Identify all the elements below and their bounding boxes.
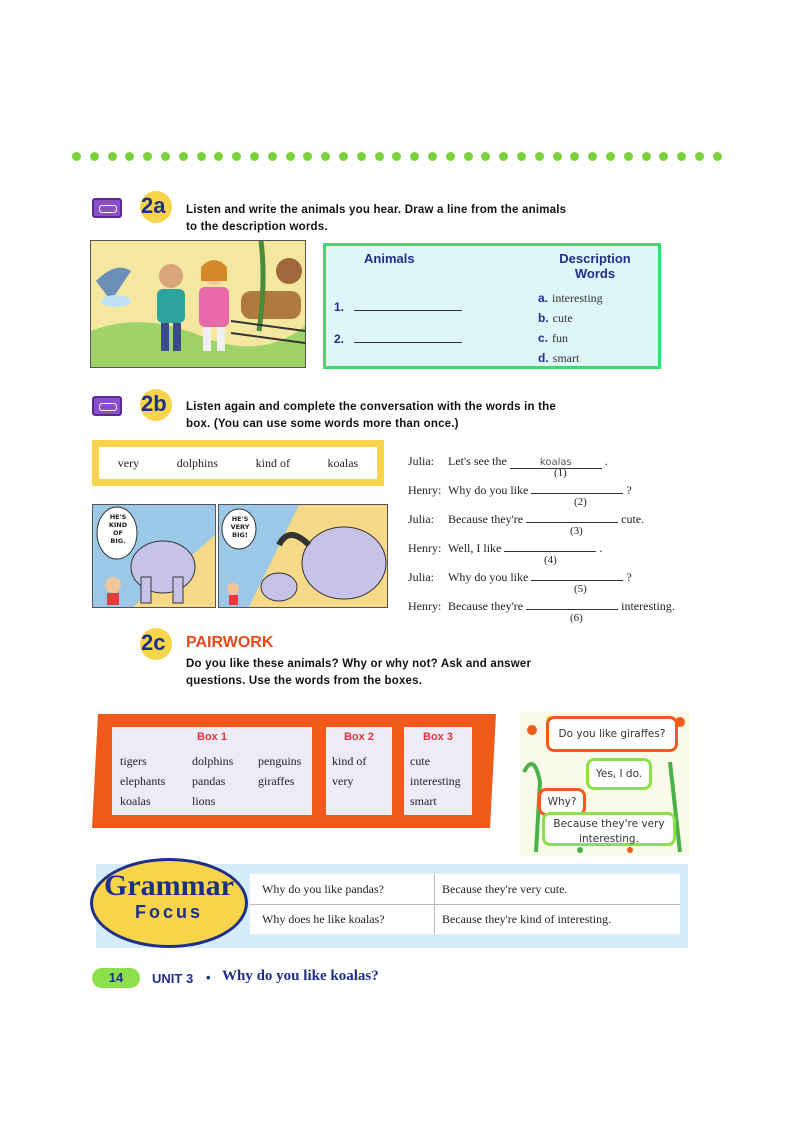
divider-dot [464,152,473,161]
conversation-line: Henry: Well, I like . (4) [408,541,603,566]
divider-dot [321,152,330,161]
dotted-divider [72,152,722,164]
list-item: d. smart [538,351,580,365]
animals-heading: Animals [364,251,415,266]
unit-label: UNIT 3 [152,971,194,986]
divider-dot [410,152,419,161]
divider-dot [357,152,366,161]
answer-blank-3[interactable] [526,522,618,523]
box-3-title: Box 3 [423,731,453,743]
divider-dot [713,152,722,161]
bullet: • [206,970,211,985]
divider-dot [197,152,206,161]
comic-panel-2 [218,504,388,608]
divider-dot [143,152,152,161]
box-2-words: kind of very [332,754,367,788]
divider-dot [481,152,490,161]
divider-dot [570,152,579,161]
divider-dot [642,152,651,161]
bubble-because: Because they're very interesting. [542,812,676,846]
exercise-number-2b: 2b [141,391,167,416]
answer-blank-4[interactable] [504,551,596,552]
list-item: a. interesting [538,291,603,305]
divider-dot [392,152,401,161]
word-item: kind of [255,455,290,470]
grammar-focus-title: Grammar Focus [104,869,234,922]
animal-blank-2[interactable]: 2. [334,330,462,348]
answer-blank-2[interactable] [531,493,623,494]
instructions-2a: Listen and write the animals you hear. Draw a line from the animals to the description words. [186,204,567,233]
box-1 [112,727,312,815]
divider-dot [108,152,117,161]
exercise-number-2c: 2c [141,630,166,655]
divider-dot [606,152,615,161]
page-number: 14 [108,970,124,985]
bubble-why: Why? [538,788,586,816]
divider-dot [161,152,170,161]
divider-dot [535,152,544,161]
giraffe-dialogue-illustration [520,712,690,856]
audio-cassette-icon[interactable] [92,396,122,416]
divider-dot [179,152,188,161]
speech-bubble-text: HE'S VERY BIG! [230,515,250,539]
description-words-heading: Description Words [559,251,631,281]
divider-dot [695,152,704,161]
description-list [538,288,603,368]
pairwork-title: PAIRWORK [186,634,274,651]
answer-blank-1[interactable]: koalas [510,457,602,469]
divider-dot [125,152,134,161]
list-item: b. cute [538,311,573,325]
divider-dot [428,152,437,161]
instructions-2b: Listen again and complete the conversation with the words in the box. (You can use some words more than once.) [186,401,556,430]
table-cell: Because they're very cute. [442,882,568,896]
box-3 [404,727,472,815]
conversation-line: Henry: Because they're interesting. (6) [408,599,675,624]
conversation-line: Julia: Why do you like ? (5) [408,570,632,595]
animal-blank-1[interactable]: 1. [334,298,462,316]
speech-bubble-text: HE'S KIND OF BIG. [108,513,128,545]
divider-dot [250,152,259,161]
divider-dot [446,152,455,161]
table-cell: Why do you like pandas? [262,882,384,896]
word-item: very [117,455,140,470]
box-1-col-1: tigers elephants koalas [120,754,166,808]
divider-dot [677,152,686,161]
divider-dot [588,152,597,161]
divider-dot [303,152,312,161]
divider-dot [72,152,81,161]
answer-blank-6[interactable] [526,609,618,610]
box-1-title: Box 1 [197,731,227,743]
unit-title: Why do you like koalas? [222,968,379,984]
divider-dot [232,152,241,161]
box-2-title: Box 2 [344,731,374,743]
divider-dot [499,152,508,161]
table-cell: Why does he like koalas? [262,912,385,926]
bubble-question: Do you like giraffes? [546,716,678,752]
divider-dot [553,152,562,161]
animals-description-box [323,243,661,369]
word-box [92,440,384,486]
word-item: koalas [327,455,359,470]
divider-dot [268,152,277,161]
conversation-line: Henry: Why do you like ? (2) [408,483,632,508]
divider-dot [659,152,668,161]
conversation [408,454,698,628]
divider-dot [624,152,633,161]
list-item: c. fun [538,331,569,345]
divider-dot [517,152,526,161]
audio-cassette-icon[interactable] [92,198,122,218]
divider-dot [375,152,384,161]
bubble-yes: Yes, I do. [586,758,652,790]
comic-panel-1 [92,504,216,608]
box-2 [326,727,392,815]
zoo-illustration [90,240,306,368]
conversation-line: Julia: Let's see the koalas . (1) [408,454,608,479]
instructions-2c: Do you like these animals? Why or why not? Ask and answer questions. Use the words from the boxes. [186,658,532,687]
divider-dot [214,152,223,161]
word-item: dolphins [176,455,219,470]
table-cell: Because they're kind of interesting. [442,912,612,926]
answer-blank-5[interactable] [531,580,623,581]
conversation-line: Julia: Because they're cute. (3) [408,512,645,537]
divider-dot [286,152,295,161]
box-1-col-3: penguins giraffes [258,754,302,788]
box-3-words: cute interesting smart [410,754,461,808]
box-1-col-2: dolphins pandas lions [192,754,234,808]
divider-dot [339,152,348,161]
grammar-table [250,874,680,934]
exercise-number-2a: 2a [141,193,166,218]
divider-dot [90,152,99,161]
